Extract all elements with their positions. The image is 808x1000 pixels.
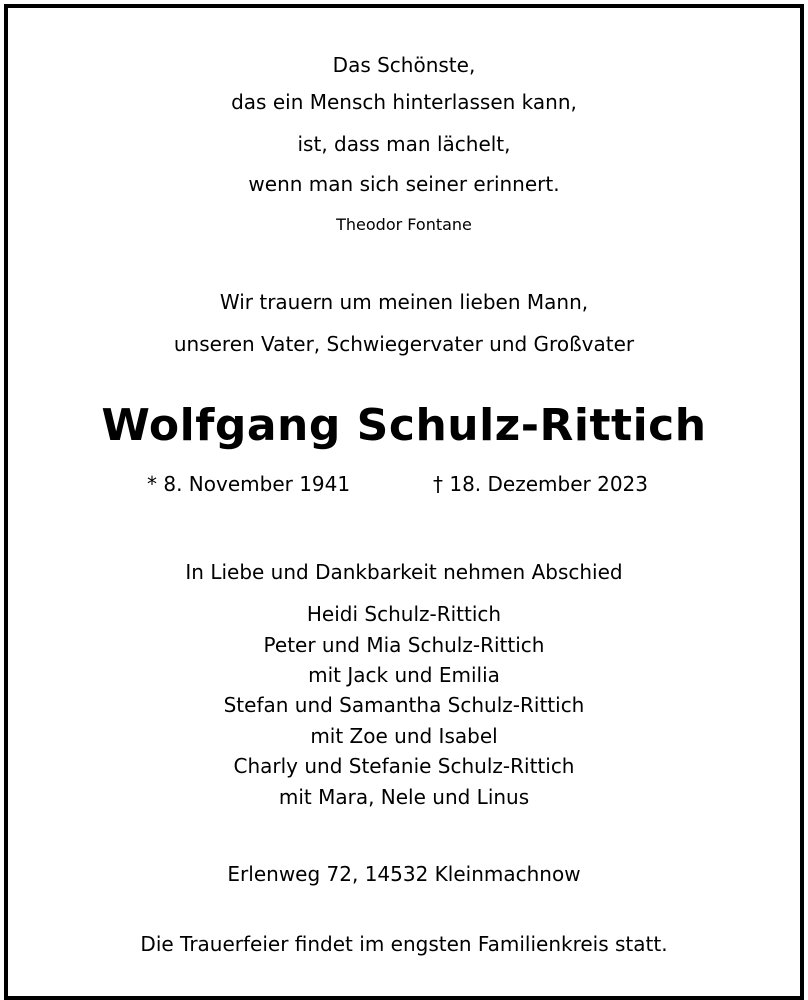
address-text: Erlenweg 72, 14532 Kleinmachnow [227, 862, 581, 886]
ceremony-text: Die Trauerfeier findet im engsten Familienkreis statt. [140, 932, 668, 956]
mourner-line-7: mit Mara, Nele und Linus [278, 785, 530, 809]
quote-line-1: Das Schönste, [332, 53, 476, 77]
mourner-line-2: Peter und Mia Schulz-Rittich [263, 633, 545, 657]
quote-line-3: ist, dass man lächelt, [297, 132, 511, 156]
mourner-line-1: Heidi Schulz-Rittich [306, 602, 502, 626]
farewell-text: In Liebe und Dankbarkeit nehmen Abschied [185, 560, 623, 584]
mourner-line-4: Stefan und Samantha Schulz-Rittich [223, 693, 585, 717]
deceased-name: Wolfgang Schulz-Rittich [101, 400, 707, 451]
intro-line-2: unseren Vater, Schwiegervater und Großvater [173, 332, 635, 356]
quote-author: Theodor Fontane [336, 215, 472, 234]
death-date: † 18. Dezember 2023 [433, 472, 648, 496]
intro-line-1: Wir trauern um meinen lieben Mann, [219, 290, 589, 314]
birth-date: * 8. November 1941 [147, 472, 351, 496]
quote-line-2: das ein Mensch hinterlassen kann, [231, 90, 577, 114]
mourner-line-6: Charly und Stefanie Schulz-Rittich [233, 754, 575, 778]
mourner-line-5: mit Zoe und Isabel [310, 724, 498, 748]
quote-line-4: wenn man sich seiner erinnert. [248, 172, 560, 196]
mourner-line-3: mit Jack und Emilia [308, 663, 500, 687]
